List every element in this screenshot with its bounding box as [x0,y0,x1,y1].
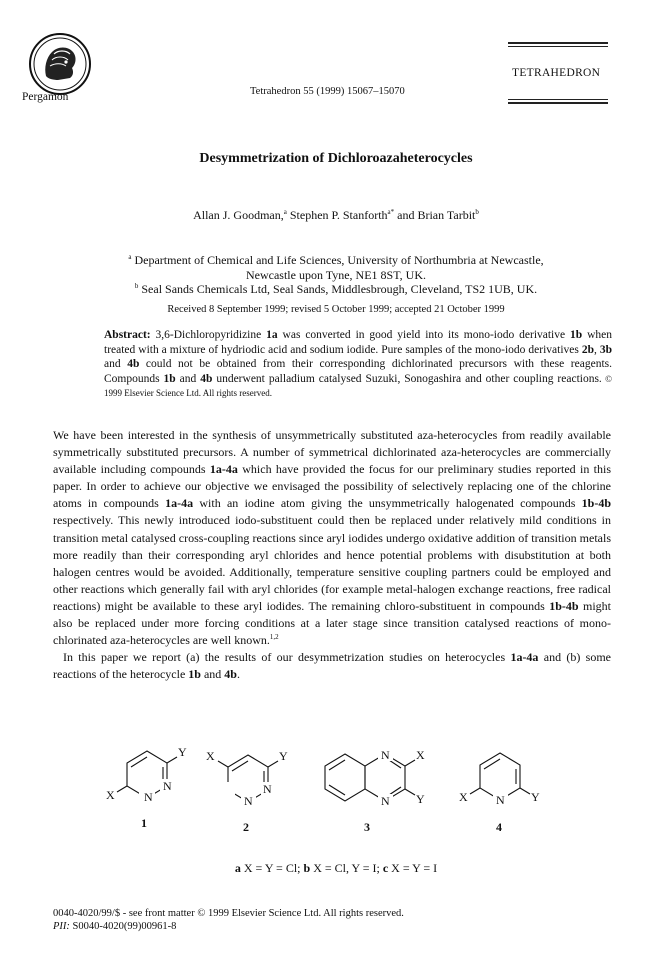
author-name: and Brian Tarbit [394,208,476,222]
body-text [53,427,611,683]
author-list [0,208,672,223]
abstract-label: Abstract: [104,329,151,341]
compound-ref: 1a-4a [209,462,238,477]
compound-ref: 1b [188,667,201,682]
substituent-legend: a X = Y = Cl; b X = Cl, Y = I; c X = Y = I [234,861,438,875]
paragraph: In this paper we report (a) the results of our desymmetrization studies on heterocycles 1a-4a and (b) some reactions of the heterocycle 1b and 4b. [53,650,611,682]
author-affiliation-mark: b [475,208,479,216]
compound-ref: 3b [599,343,612,356]
chemical-structures [0,745,672,845]
compound-ref: 1b-4b [581,496,612,511]
affiliation-b: $^b$ Seal Sands Chemicals Ltd, Seal Sands, Middlesbrough, Cleveland, TS2 1UB, UK. [134,282,538,296]
substituent-y-label: Y [178,745,187,759]
compound-ref: 4b [200,372,213,385]
compound-ref: 4b [127,358,140,371]
ring-nitrogen-label: N [263,782,272,796]
header-rule-bottom-thick [508,102,608,104]
substituent-x-label: X [459,790,468,804]
substituent-x-label: X [106,788,115,802]
header-rule-top-thick [508,42,608,44]
substituent-y-label: Y [531,790,540,804]
compound-number: 1 [141,816,147,830]
ring-nitrogen-label: N [496,793,505,807]
received-dates: Received 8 September 1999; revised 5 October 1999; accepted 21 October 1999 [167,304,505,315]
substituent-x-label: X [416,748,425,762]
compound-number: 2 [243,820,249,834]
compound-number: 3 [364,820,370,834]
compound-ref: 4b [224,667,237,682]
journal-citation: Tetrahedron 55 (1999) 15067–15070 [250,86,405,97]
front-matter-line: 0040-4020/99/$ - see front matter © 1999 Elsevier Science Ltd. All rights reserved. [53,908,404,919]
author-name: Stephen P. Stanforth [286,208,388,222]
affiliation-mark: a [128,253,132,261]
ring-nitrogen-label: N [244,794,253,808]
ring-nitrogen-label: N [163,779,172,793]
article-title: Desymmetrization of Dichloroazaheterocycles [199,151,473,166]
compound-ref: 1b [163,372,176,385]
substituent-x-label: X [206,749,215,763]
pii-line [53,920,404,933]
author-name: Allan J. Goodman, [193,208,284,222]
ring-nitrogen-label: N [381,794,390,808]
page-footer [53,907,404,933]
compound-ref: 1a-4a [165,496,194,511]
compound-ref: 1a [266,329,278,341]
abstract-copyright: © 1999 Elsevier Science Ltd. All rights reserved. [104,373,612,399]
author-affiliation-mark: a [283,208,287,216]
pergamon-logo-icon [28,32,92,96]
author-affiliation-mark: a* [387,208,395,216]
reference-mark: 1,2 [269,633,279,642]
compound-number: 4 [496,820,502,834]
pii-value: S0040-4020(99)00961-8 [69,921,177,932]
compound-ref: 1b [570,329,583,341]
header-rule-bottom-thin [508,99,608,100]
publisher-name: Pergamon [22,91,69,103]
affiliation-mark: b [134,282,139,290]
affiliations [0,253,672,297]
journal-name: TETRAHEDRON [512,67,601,79]
abstract: Abstract: 3,6-Dichloropyridizine 1a was converted in good yield into its mono-iodo derivative 1b when treated with a mixture of hydriodic acid and sodium iodide. Pure samples of the mono-iodo derivatives 2b, 3b and 4b could not be obtained from their corresponding dichlorinated precursors with these reagents. Compounds 1b and 4b underwent palladium catalysed Suzuki, Sonogashira and other coupling reactions. © 1999 Elsevier Science Ltd. All rights reserved. [104,329,612,399]
affiliation-a: $^a$ Department of Chemical and Life Sciences, University of Northumbria at Newcastle, [128,253,544,267]
affiliation-a-line2: Newcastle upon Tyne, NE1 8ST, UK. [245,267,427,282]
compound-ref: 1b-4b [549,598,579,613]
ring-nitrogen-label: N [144,790,153,804]
substituent-y-label: Y [279,749,288,763]
header-rule-top-thin [508,46,608,47]
ring-nitrogen-label: N [381,748,390,762]
pii-label: PII: [53,921,70,932]
compound-ref: 1a-4a [510,650,539,665]
compound-ref: 2b [581,343,594,356]
paragraph: We have been interested in the synthesis of unsymmetrically substituted aza-heterocycles from readily available symmetrically substituted precursors. A number of symmetrical dichlorinated aza-heterocycles are commercially available including compounds 1a-4a which have provided the focus for our preliminary studies reported in this paper. In order to achieve our objective we envisaged the possibility of selectively replacing one of the chlorine atoms in compounds 1a-4a with an iodine atom giving the unsymmetrically halogenated compounds 1b-4b respectively. This newly introduced iodo-substituent could then be replaced under relatively mild conditions in transition metal catalysed cross-coupling reactions since aryl iodides undergo oxidative addition of transition metals more readily than their corresponding aryl chlorides and hence potential problems with disubstitution at both halogen centres would be avoided. Additionally, temperature sensitive coupling partners could be employed and other reactions which generally fail with aryl chlorides (for example metal-halogen exchange reactions, free radical reactions) might be available to these aryl iodides. The remaining chloro-substituent in compounds 1b-4b might also be replaced under more forcing conditions at a later stage since transition catalysed reactions of mono-chlorinated aza-heterocycles are well known.$^{1,2}$ [53,428,612,648]
substituent-y-label: Y [416,792,425,806]
